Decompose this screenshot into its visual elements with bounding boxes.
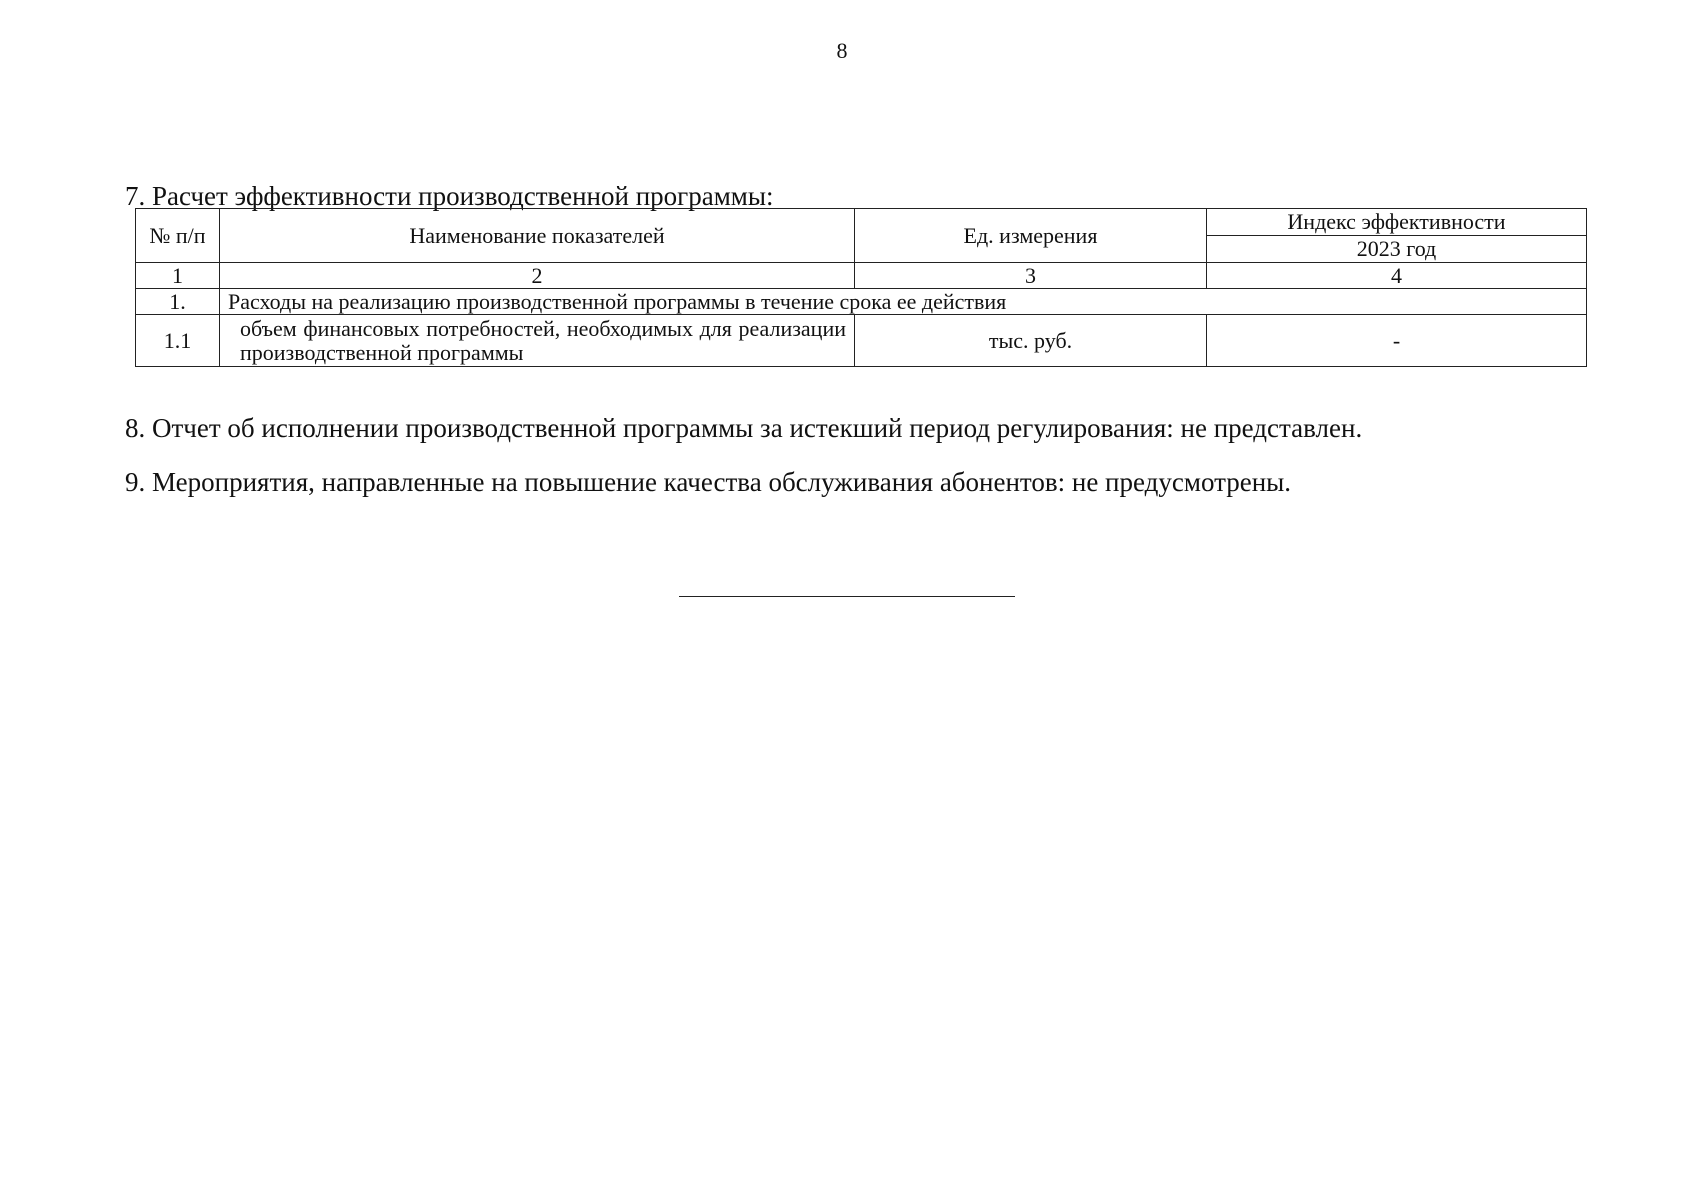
column-number: 1: [136, 263, 220, 289]
section-8-text: 8. Отчет об исполнении производственной программы за истекший период регулирования: не представлен.: [125, 413, 1363, 443]
row-name: объем финансовых потребностей, необходимых для реализации производственной программы: [220, 315, 855, 367]
table-row: [136, 315, 1587, 367]
column-number: 3: [855, 263, 1207, 289]
end-divider: [679, 596, 1015, 597]
section-row-num: 1.: [136, 289, 220, 315]
header-index: Индекс эффективности: [1207, 209, 1587, 236]
header-year: 2023 год: [1207, 236, 1587, 263]
section-row: [136, 289, 1587, 315]
column-numbers-row: [136, 263, 1587, 289]
page-number: 8: [836, 38, 848, 63]
section-9-text: 9. Мероприятия, направленные на повышение качества обслуживания абонентов: не предусмотрены.: [125, 467, 1292, 497]
row-num: 1.1: [136, 315, 220, 367]
table-header-row: [136, 209, 1587, 236]
column-number: 2: [220, 263, 855, 289]
section-7-title: 7. Расчет эффективности производственной программы:: [125, 181, 774, 211]
row-value: -: [1207, 315, 1587, 367]
efficiency-table: [135, 208, 1587, 367]
column-number: 4: [1207, 263, 1587, 289]
section-row-text: Расходы на реализацию производственной программы в течение срока ее действия: [220, 289, 1587, 315]
header-unit: Ед. измерения: [855, 209, 1207, 263]
row-unit: тыс. руб.: [855, 315, 1207, 367]
header-name: Наименование показателей: [220, 209, 855, 263]
header-num: № п/п: [136, 209, 220, 263]
